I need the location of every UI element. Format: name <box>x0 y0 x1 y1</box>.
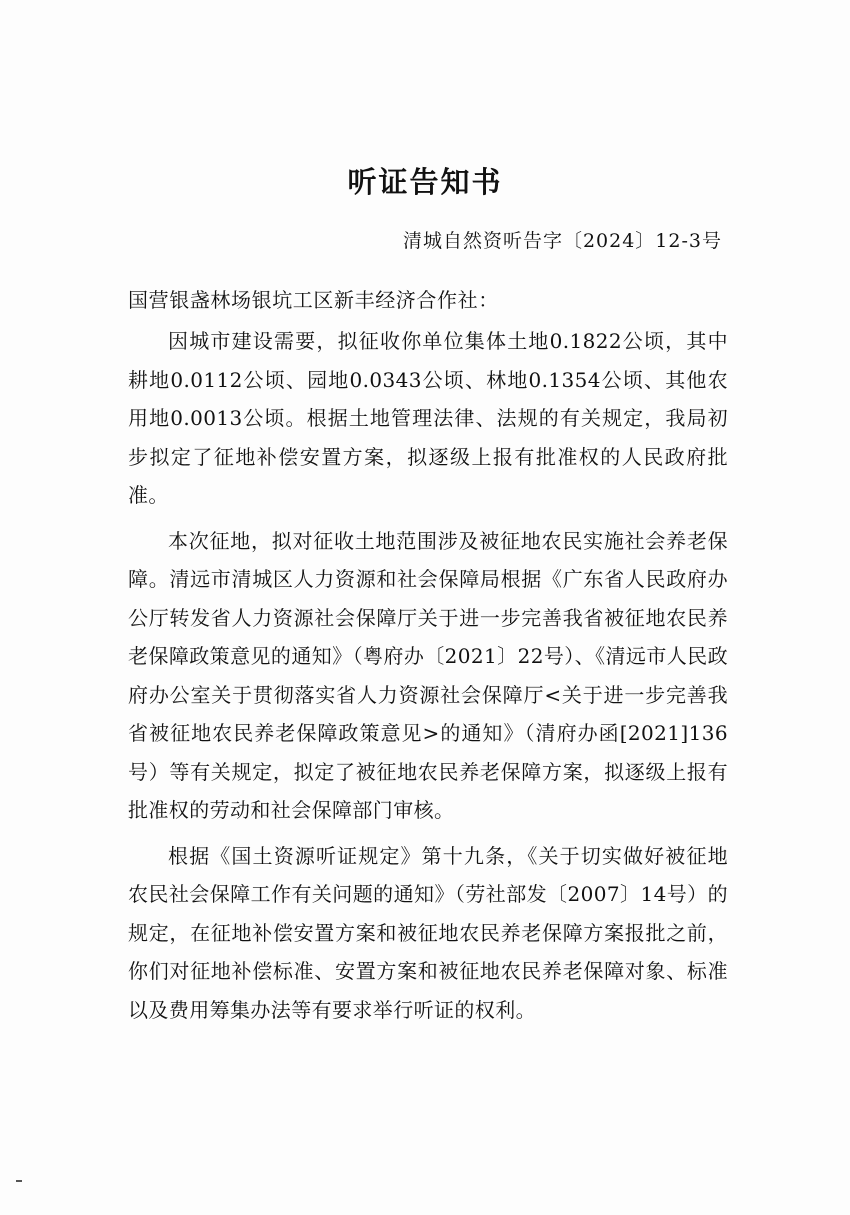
scan-mark <box>16 1180 22 1182</box>
paragraph-hearing-rights: 根据《国土资源听证规定》第十九条，《关于切实做好被征地农民社会保障工作有关问题的通知》（劳社部发〔2007〕14号）的规定，在征地补偿安置方案和被征地农民养老保障方案报批之前，你们对征地补偿标准、安置方案和被征地农民养老保障对象、标准以及费用筹集办法等有要求举行听证的权利。 <box>128 843 728 1022</box>
document-title: 听证告知书 <box>347 165 503 199</box>
paragraph-land-acquisition: 因城市建设需要，拟征收你单位集体土地0.1822公顷，其中耕地0.0112公顷、园地0.0343公顷、林地0.1354公顷、其他农用地0.0013公顷。根据土地管理法律、法规的有关规定，我局初步拟定了征地补偿安置方案，拟逐级上报有批准权的人民政府批准。 <box>128 329 728 507</box>
addressee: 国营银盏林场银坑工区新丰经济合作社： <box>128 288 499 312</box>
paragraph-pension-security: 本次征地，拟对征收土地范围涉及被征地农民实施社会养老保障。清远市清城区人力资源和社会保障局根据《广东省人民政府办公厅转发省人力资源社会保障厅关于进一步完善我省被征地农民养老保障政策意见的通知》（粤府办〔2021〕22号）、《清远市人民政府办公室关于贯彻落实省人力资源社会保障厅<关于进一步完善我省被征地农民养老保障政策意见>的通知》（清府办函[2021]136号）等有关规定，拟定了被征地农民养老保障方案，拟逐级上报有批准权的劳动和社会保障部门审核。 <box>128 528 728 822</box>
document-body <box>128 322 728 1036</box>
document-number: 清城自然资听告字〔2024〕12-3号 <box>402 230 722 252</box>
